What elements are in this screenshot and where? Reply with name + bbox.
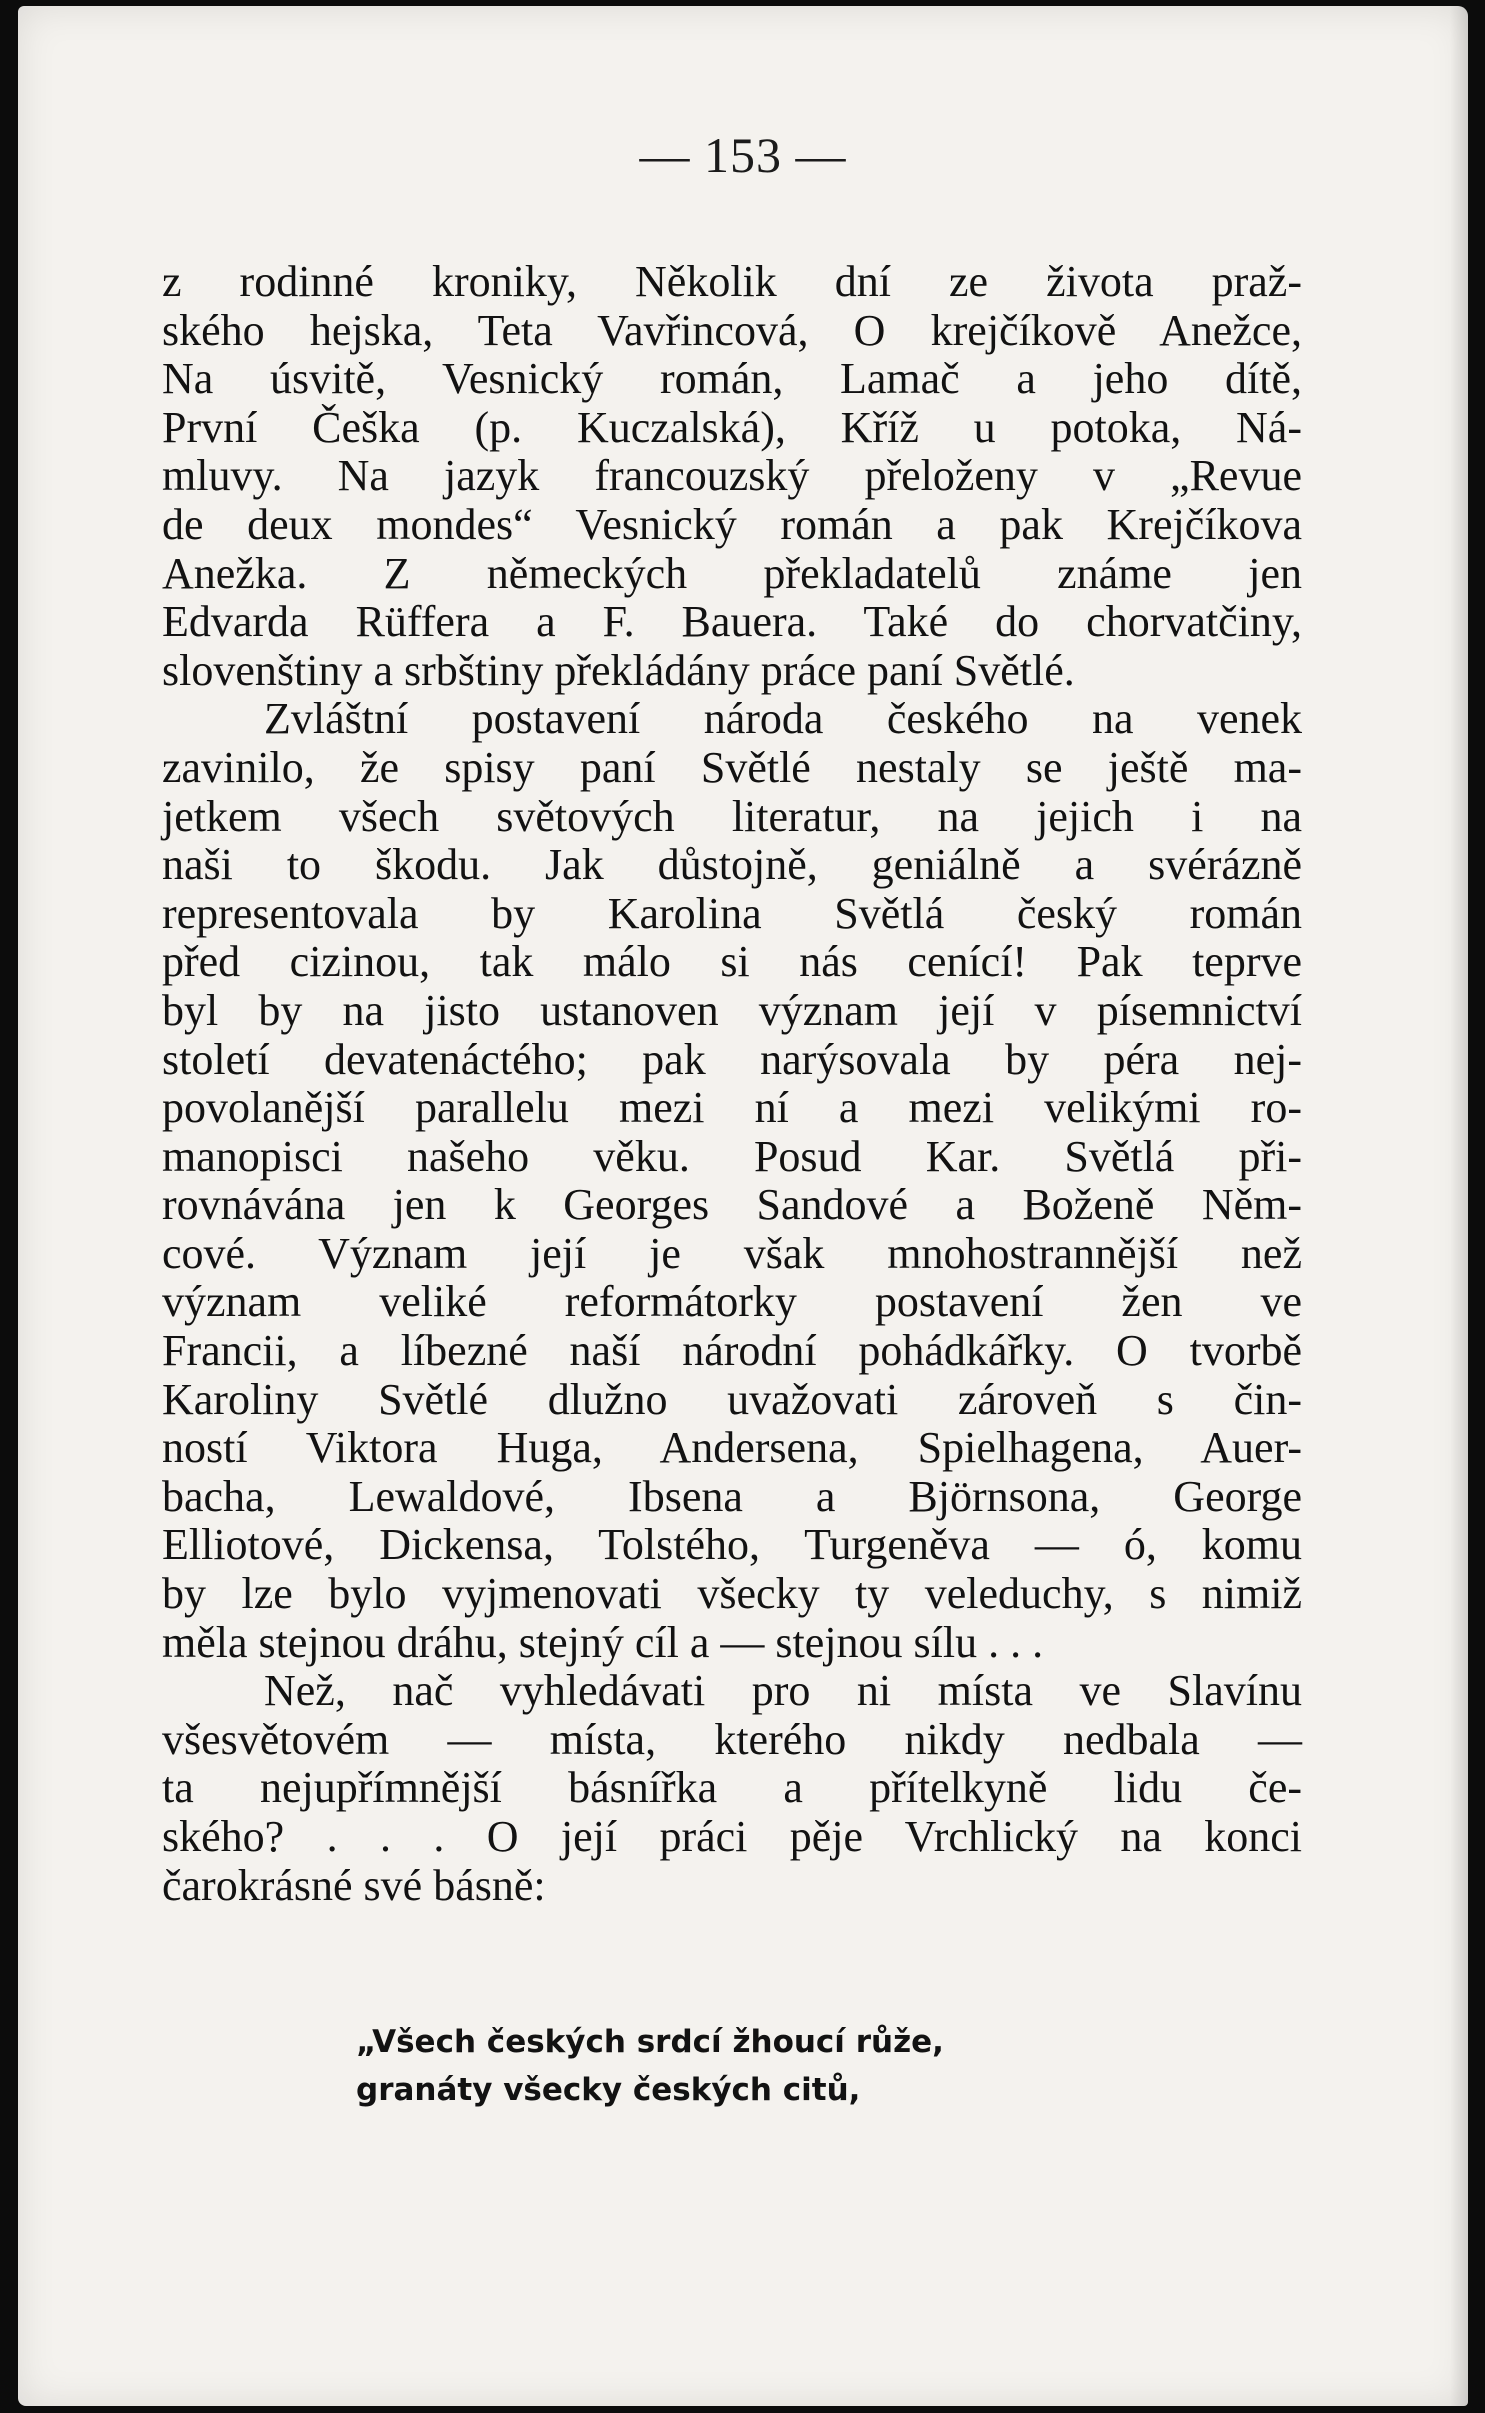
text-line: bacha, Lewaldové, Ibsena a Björnsona, George [162,1471,1302,1521]
body-text [162,258,1302,1910]
text-line: povolanější parallelu mezi ní a mezi velikými ro- [162,1083,1302,1133]
book-page [18,6,1468,2406]
text-line: všesvětovém — místa, kterého nikdy nedbala — [162,1714,1302,1764]
text-line: před cizinou, tak málo si nás cenící! Pak teprve [162,937,1302,987]
text-line: representovala by Karolina Světlá český román [162,888,1302,938]
text-line: Edvarda Rüffera a F. Bauera. Také do chorvatčiny, [162,597,1302,647]
text-line: ností Viktora Huga, Andersena, Spielhagena, Auer- [162,1423,1302,1473]
verse-line: granáty všecky českých citů, [356,2072,861,2108]
text-line: Elliotové, Dickensa, Tolstého, Turgeněva — ó, komu [162,1520,1302,1570]
text-line: z rodinné kroniky, Několik dní ze života praž- [162,257,1302,306]
paragraph [162,695,1302,1667]
text-line: století devatenáctého; pak narýsovala by péra nej- [162,1034,1302,1084]
text-line: mluvy. Na jazyk francouzský přeloženy v „Revue [162,451,1302,501]
text-line: Na úsvitě, Vesnický román, Lamač a jeho dítě, [162,354,1302,404]
text-line: by lze bylo vyjmenovati všecky ty veleduchy, s nimiž [162,1569,1302,1619]
page-number: — 153 — [639,127,847,183]
text-line: rovnávána jen k Georges Sandové a Boženě Něm- [162,1180,1302,1230]
text-line: zavinilo, že spisy paní Světlé nestaly se ještě ma- [162,742,1302,792]
verse-line: „Všech českých srdcí žhoucí růže, [356,2024,944,2060]
text-line: manopisci našeho věku. Posud Kar. Světlá při- [162,1131,1302,1181]
text-line: jetkem všech světových literatur, na jejich i na [162,791,1302,841]
text-line: ského? . . . O její práci pěje Vrchlický na konci [162,1812,1302,1861]
text-line: První Češka (p. Kuczalská), Kříž u potoka, Ná- [162,402,1302,452]
text-line: Zvláštní postavení národa českého na venek [264,694,1302,744]
text-line: Francii, a líbezné naší národní pohádkářky. O tvorbě [162,1326,1302,1376]
text-line: cové. Význam její je však mnohostrannější než [162,1228,1302,1278]
text-line: slovenštiny a srbštiny překládány práce paní Světlé. [162,645,1075,695]
text-line: Anežka. Z německých překladatelů známe jen [162,548,1302,598]
text-line: naši to škodu. Jak důstojně, geniálně a svérázně [162,840,1302,890]
text-line: byl by na jisto ustanoven význam její v písemnictví [162,985,1302,1035]
paragraph [162,258,1302,695]
text-line: čarokrásné své básně: [162,1860,546,1910]
page-edge-shadow [1450,6,1468,2406]
verse-quote [356,2018,944,2114]
text-line: Než, nač vyhledávati pro ni místa ve Slavínu [264,1666,1302,1716]
text-line: význam veliké reformátorky postavení žen ve [162,1277,1302,1327]
text-line: de deux mondes“ Vesnický román a pak Krejčíkova [162,499,1302,549]
text-line: ta nejupřímnější básnířka a přítelkyně lidu če- [162,1763,1302,1813]
paragraph [162,1667,1302,1910]
text-line: ského hejska, Teta Vavřincová, O krejčíkově Anežce, [162,305,1302,355]
text-line: měla stejnou dráhu, stejný cíl a — stejnou sílu . . . [162,1617,1044,1667]
text-line: Karoliny Světlé dlužno uvažovati zároveň s čin- [162,1374,1302,1424]
